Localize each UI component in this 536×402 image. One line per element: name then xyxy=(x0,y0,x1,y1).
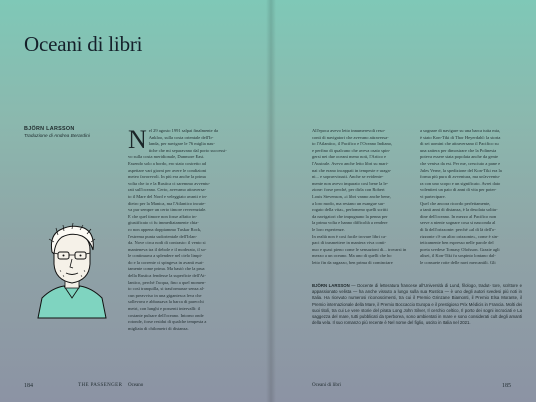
byline xyxy=(24,126,120,139)
page-number-right: 185 xyxy=(502,383,511,389)
author-name: BJÖRN LARSSON xyxy=(24,126,75,132)
article-title: Oceani di libri xyxy=(24,32,143,57)
drop-cap: N xyxy=(128,125,147,154)
bio-author-name: BJÖRN LARSSON xyxy=(312,283,350,288)
magazine-name: THE PASSENGER xyxy=(78,383,123,388)
author-portrait xyxy=(32,222,112,318)
translator-credit: Traduzione di Andrea Berardini xyxy=(24,134,90,139)
body-column-3: a sognare di navigare su una barca tutta mia, è stato Kon-Tiki di Thor Heyerdahl: la storia di sei uomini che attraversano il Pacifico su una zattera per dimostrare che la Polinesia poteva essere stata popolata anche da gente che veniva da est. Per me, cresciuto a pane e Jules Verne, la spedizione del Kon-Tiki era la forma più pura di avventura, ma un'avventu- ra con uno scopo e un significato. Avrei dato volentieri un paio di anni di vita per poter- vi partecipare. Quel che ancora ricordo perfettamente, a tanti anni di distanza, è la desolata solitu- dine dell'oceano. In mezzo al Pacifico non serve a niente sognare cosa si nasconda al di là dell'orizzonte: perché «al di là dell'o- rizzonte c'è un altro orizzonte», come è sin- teticamente ben espresso nelle parole del poeta svedese Tomasy Olofsson. Grazie agli alisei, il Kon-Tiki fu sospinto lontano dal- le consuete rotte delle navi mercantili. Gli xyxy=(420,128,502,265)
body-column-1 xyxy=(128,125,252,358)
body-column-2: All'epoca avevo letto innumerevoli reso- conti di navigatori che avevano attraversa- to l'Atlantico, il Pacifico e l'Oceano Indiano, e perfino di qualcuno che aveva osato spin- gersi nei due oceani meno noti, l'Artico e l'Australe. Avevo anche letto libri su mari- nai che erano incappati in tempeste e uraga- ni... e sopravvissuti. Anche se evidente- mente non avevo imparato così bene la le- zione: forse perché, per dirla con Robert Louis Stevenson, «i libri vanno anche bene, a loro modo, ma restano un esangue sur- rogato della vita», perlomeno quelli scritti da navigatori che impugnano la penna per la prima volta e hanno difficoltà a rendere le loro esperienze. In realtà non è così facile trovare libri ca- paci di trasmettere in maniera viva conti- nuo e quasi pieno come le sensazioni di... trovarsi in mezzo a un oceano. Ma uno di quelli che ho letto fin da ragazzo, ben prima di cominciare xyxy=(312,128,407,265)
page-number-left: 184 xyxy=(24,383,33,389)
column-1-text: el 29 agosto 1991 salpai finalmente da Ankloo, sulla costa orientale dell'Ir- landa, per navigare le 76 miglia nau- tiche che mi separavano dal porto successi- vo sulla costa meridionale, Dunmore East. Essendo solo a bordo, ero stato costretto ad aspettare vari giorni per avere le condizioni meteo favorevoli. In più era anche la prima volta che io e la Rustica ci saremmo avventu- rati sull'oceano. Certo, avevamo attraversa- to il Mare del Nord e veleggiato avanti e in- dietro per la Manica, ma l'Atlantico incute- va pur sempre un certo timore reverenziale. E che quel timore non fosse affatto in- giustificato ci fu immediatamente chia- ro non appena doppiammo Tuskar Rock, l'estrema punta sudorientale dell'Irlan- da. Nove circa nodi di contrasto: il vento si manteneva tra il debole e il moderato, il so- le continuava a splendere nel cielo limpi- do e la corrente ci spingeva in avanti esat- tamente come prima. Ma bastò che la prua della Rustica fendesse la superficie dell'At- lantico, perché l'acqua, fino a quel momen- to così tranquilla, si trasformasse senza al- cun preavviso in una gigantesca leva che sollevava e abbassava la barca di parecchi metri, con lunghi e possenti intervalli: il costante pulsare dell'oceano. Intorno onde rotonde, forse residui di qualche tempesta a migliaia di chilometri di distanza. xyxy=(128,128,227,331)
section-label-right: Oceani di libri xyxy=(312,383,341,388)
author-bio xyxy=(312,283,522,349)
bio-text: — Docente di letteratura francese all'Università di Lund, filologo, tradut- tore, scrittore e appassionato velista — ha anche vissuto a lungo sulla sua Rustica — è uno degli autori svedesi più noti in Italia. Ha ricevuto numerosi riconoscimenti, tra cui il Premio Grinzane Biamonti, il Premio Elsa Morante, il Premio internazionale della Mare, il Premio Boccaccio Europa e il prestigioso Prix Médicis in Francia. Molti dei suoi titoli, tra cui Le vere storie del pirata Long John Silver, Il cerchio celtico, Il porto dei sogni incrociati e La saggezza del mare, tutti pubblicati da Iperborea, sono ambientati in mare e sono considerati cult degli amanti della vela. Il suo romanzo più recente è Nel nome del figlio, uscito in Italia nel 2021. xyxy=(312,283,522,326)
section-label-left: Oceano xyxy=(128,383,144,388)
page-gutter xyxy=(266,0,276,402)
